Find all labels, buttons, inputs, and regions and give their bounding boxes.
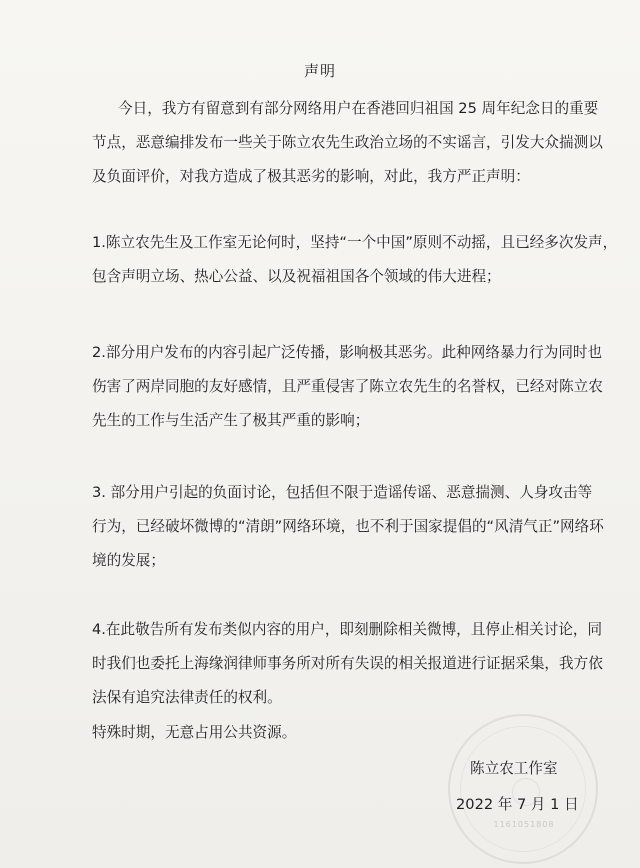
closing-note: 特殊时期，无意占用公共资源。: [92, 724, 297, 741]
point-4-line-3: 法保有追究法律责任的权利。: [92, 689, 282, 706]
statement-point-2: [92, 336, 603, 438]
point-2-line-2: 伤害了两岸同胞的友好感情，且严重侵害了陈立农先生的名誉权，已经对陈立农: [92, 378, 603, 395]
statement-point-1: [92, 226, 618, 294]
intro-line-2: 节点，恶意编排发布一些关于陈立农先生政治立场的不实谣言，引发大众揣测以: [92, 134, 603, 151]
statement-point-4: [92, 613, 603, 715]
intro-paragraph: [92, 92, 603, 194]
point-3-line-2: 行为，已经破坏微博的“清朗”网络环境，也不利于国家提倡的“风清气正”网络环: [92, 518, 604, 535]
point-2-line-1: 2.部分用户发布的内容引起广泛传播，影响极其恶劣。此种网络暴力行为同时也: [92, 344, 603, 361]
official-seal: [448, 714, 598, 864]
document-title: 声明: [303, 62, 336, 80]
point-1-line-2: 包含声明立场、热心公益、以及祝福祖国各个领域的伟大进程；: [92, 268, 501, 285]
point-2-line-3: 先生的工作与生活产生了极其严重的影响；: [92, 412, 370, 429]
signature: 陈立农工作室: [470, 760, 558, 777]
document-date: 2022 年 7 月 1 日: [456, 796, 579, 813]
statement-point-3: [92, 476, 604, 578]
intro-line-1: 今日，我方有留意到有部分网络用户在香港回归祖国 25 周年纪念日的重要: [118, 100, 599, 117]
point-3-line-3: 境的发展；: [92, 552, 165, 569]
seal-number: 1161051808: [493, 820, 555, 829]
intro-line-3: 及负面评价，对我方造成了极其恶劣的影响，对此，我方严正声明：: [92, 168, 530, 185]
point-3-line-1: 3. 部分用户引起的负面讨论，包括但不限于造谣传谣、恶意揣测、人身攻击等: [92, 484, 593, 501]
point-1-line-1: 1.陈立农先生及工作室无论何时，坚持“一个中国”原则不动摇，且已经多次发声，: [92, 234, 618, 251]
point-4-line-1: 4.在此敬告所有发布类似内容的用户，即刻删除相关微博，且停止相关讨论，同: [92, 621, 603, 638]
point-4-line-2: 时我们也委托上海缘润律师事务所对所有失误的相关报道进行证据采集，我方依: [92, 655, 603, 672]
